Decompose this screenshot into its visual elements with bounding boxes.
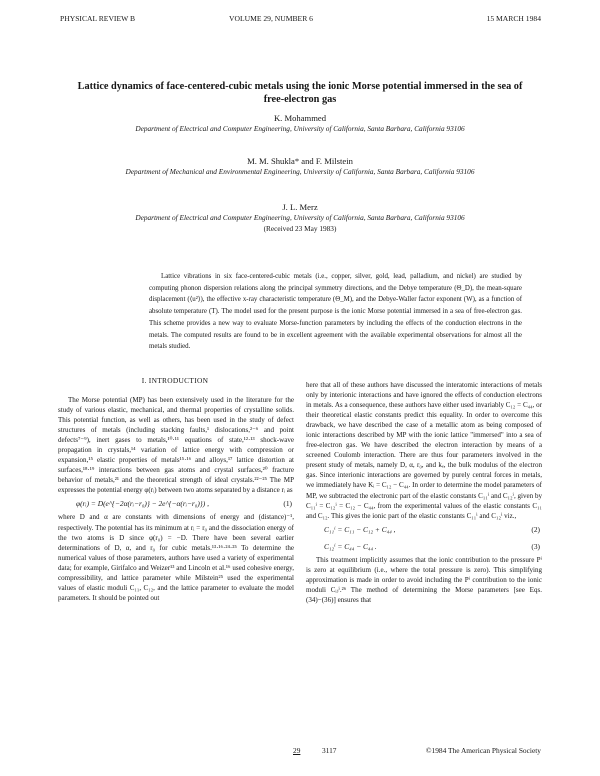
- footer-volume: 29: [293, 746, 301, 755]
- body-paragraph: where D and α are constants with dimensions of energy and (distance)⁻¹, respectively. The potential has its minimum at rᵢ = r₀ and the dissociation energy of the two atoms is D since φ(r₀) = −D. There have been several earlier determinations of D, α, and r₀ for cubic metals.¹³·¹⁶·²⁴·²⁵ To determine the numerical values of those parameters, authors have used a variety of experimental data; for example, Girifalco and Weizer¹³ and Lincoln et al.¹⁶ used cohesive energy, compressibility, and lattice parameter while Milstein²⁵ used the experimental values of elastic moduli C₁₁, C₁₂, and the lattice parameter to evaluate the model parameters. It should be pointed out: [58, 513, 294, 602]
- abstract: [149, 271, 522, 353]
- section-heading: I. INTRODUCTION: [141, 376, 209, 385]
- equation-number: (2): [531, 524, 540, 534]
- author-names: K. Mohammed: [273, 113, 327, 123]
- body-paragraph: here that all of these authors have discussed the interatomic interactions of metals only by interionic interactions and have ignored the effects of conduction electrons in metals. As a consequence, these authors have either used invariably C₁₂ = C₄₄, or their theoretical elastic constants predict this equality. In order to overcome this drawback, we have described the case of a metallic atom as being composed of ionic interactions described by MP with the ionic lattice "immersed" into a sea of free-electron gas. We have described the electron interaction by means of a screened Coulomb interaction. There are thus four parameters involved in the present study of metals, namely D, α, r₀, and kₑ, the bulk modulus of the electron gas. Since interionic interactions are governed by purely central forces in metals, we immediately have Kᵢ = C₁₂ − C₄₄. In order to determine the model parameters of MP, we subtracted the electronic part of the elastic constants C₁₁ⁱ and C₁₂ⁱ, given by C₁₁ⁱ = C₁₂ⁱ = C₁₂ − C₄₄, from the experimental values of the elastic constants C₁₁ and C₁₂. This gives the ionic part of the elastic constants C₁₁ⁱ and C₁₂ⁱ viz.,: [306, 381, 542, 520]
- equation-body: φ(rᵢ) = D(e^{−2α(rᵢ−r₀)} − 2e^{−α(rᵢ−r₀)}) ,: [76, 499, 209, 509]
- equation-number: (1): [283, 499, 292, 509]
- equation-2: [306, 521, 542, 538]
- journal-name: PHYSICAL REVIEW B: [60, 14, 136, 23]
- volume-number: VOLUME 29, NUMBER 6: [229, 14, 313, 23]
- copyright-notice: ©1984 The American Physical Society: [425, 746, 541, 755]
- intro-paragraph: The Morse potential (MP) has been extensively used in the literature for the study of various elastic, mechanical, and thermal properties of crystalline solids. This potential function, as well as others, has been used in the study of defect structures of metals (including stacking faults,¹ dislocations,²⁻⁶ and point defects⁷⁻⁹), inert gases to metals,¹⁰·¹¹ equations of state,¹²·¹³ shock-wave propagation in crystals,¹⁴ variation of lattice energy with compression or expansion,¹⁵ elastic properties of metals¹⁵·¹⁶ and alloys,¹⁷ lattice distortion at surfaces,¹⁸·¹⁹ interactions between gas atoms and crystal surfaces,²⁰ fracture behavior of metals,²¹ and the theoretical strength of ideal crystals.²²⁻²⁵ The MP expresses the potential energy φ(rᵢ) between two atoms separated by a distance rᵢ as: [58, 396, 294, 495]
- paper-title: Lattice dynamics of face-centered-cubic metals using the ionic Morse potential immersed in the sea of free-electron gas: [77, 81, 523, 105]
- author-affiliation: Department of Electrical and Computer Engineering, University of California, Santa Barbara, California 93106: [135, 213, 465, 222]
- author-group-3: [60, 201, 540, 234]
- equation-1: [58, 495, 294, 512]
- right-column: [306, 380, 542, 605]
- author-group-2: [60, 155, 540, 178]
- equation-number: (3): [531, 541, 540, 551]
- left-column: [58, 395, 294, 603]
- author-names: J. L. Merz: [282, 202, 318, 212]
- author-group-1: [60, 112, 540, 135]
- equation-3: [306, 538, 542, 555]
- equation-body: C₁₂ⁱ = C₄₄ − C₄₄ .: [324, 541, 377, 551]
- issue-date: 15 MARCH 1984: [486, 14, 541, 23]
- page-number: 3117: [322, 746, 337, 755]
- running-header: [60, 14, 541, 28]
- author-affiliation: Department of Mechanical and Environmental Engineering, University of California, Santa Barbara, California 93106: [125, 167, 475, 176]
- body-paragraph: This treatment implicitly assumes that the ionic contribution to the pressure Pⁱ is zero at equilibrium (i.e., where the total pressure is zero). This simplifying approximation is made in order to avoid including the Pⁱ contribution to the ionic moduli Cᵢⱼⁱ.²⁶ The method of determining the Morse parameters [see Eqs. (34)−(36)] ensures that: [306, 555, 542, 604]
- received-date: (Received 23 May 1983): [263, 223, 337, 233]
- page-footer: [60, 746, 541, 760]
- abstract-text: Lattice vibrations in six face-centered-cubic metals (i.e., copper, silver, gold, lead, palladium, and nickel) are studied by computing phonon dispersion relations along the principal symmetry directions, and the Debye temperature (Θ_D), the mean-square displacement (⟨u²⟩), the effective x-ray characteristic temperature (Θ_M), and the Debye-Waller factor exponent (W), as a function of absolute temperature (T). The model used for the present purpose is the ionic Morse potential immersed in a sea of free-electron gas. This scheme provides a new way to evaluate Morse-function parameters by including the effects of the conduction electrons in the metals. The computed results are found to be in excellent agreement with the available experimental observations for almost all the metals studied.: [149, 273, 522, 351]
- equation-body: C₁₁ⁱ = C₁₁ − C₁₂ + C₄₄ ,: [324, 524, 396, 534]
- author-names: M. M. Shukla* and F. Milstein: [247, 156, 353, 166]
- author-affiliation: Department of Electrical and Computer Engineering, University of California, Santa Barbara, California 93106: [135, 124, 465, 133]
